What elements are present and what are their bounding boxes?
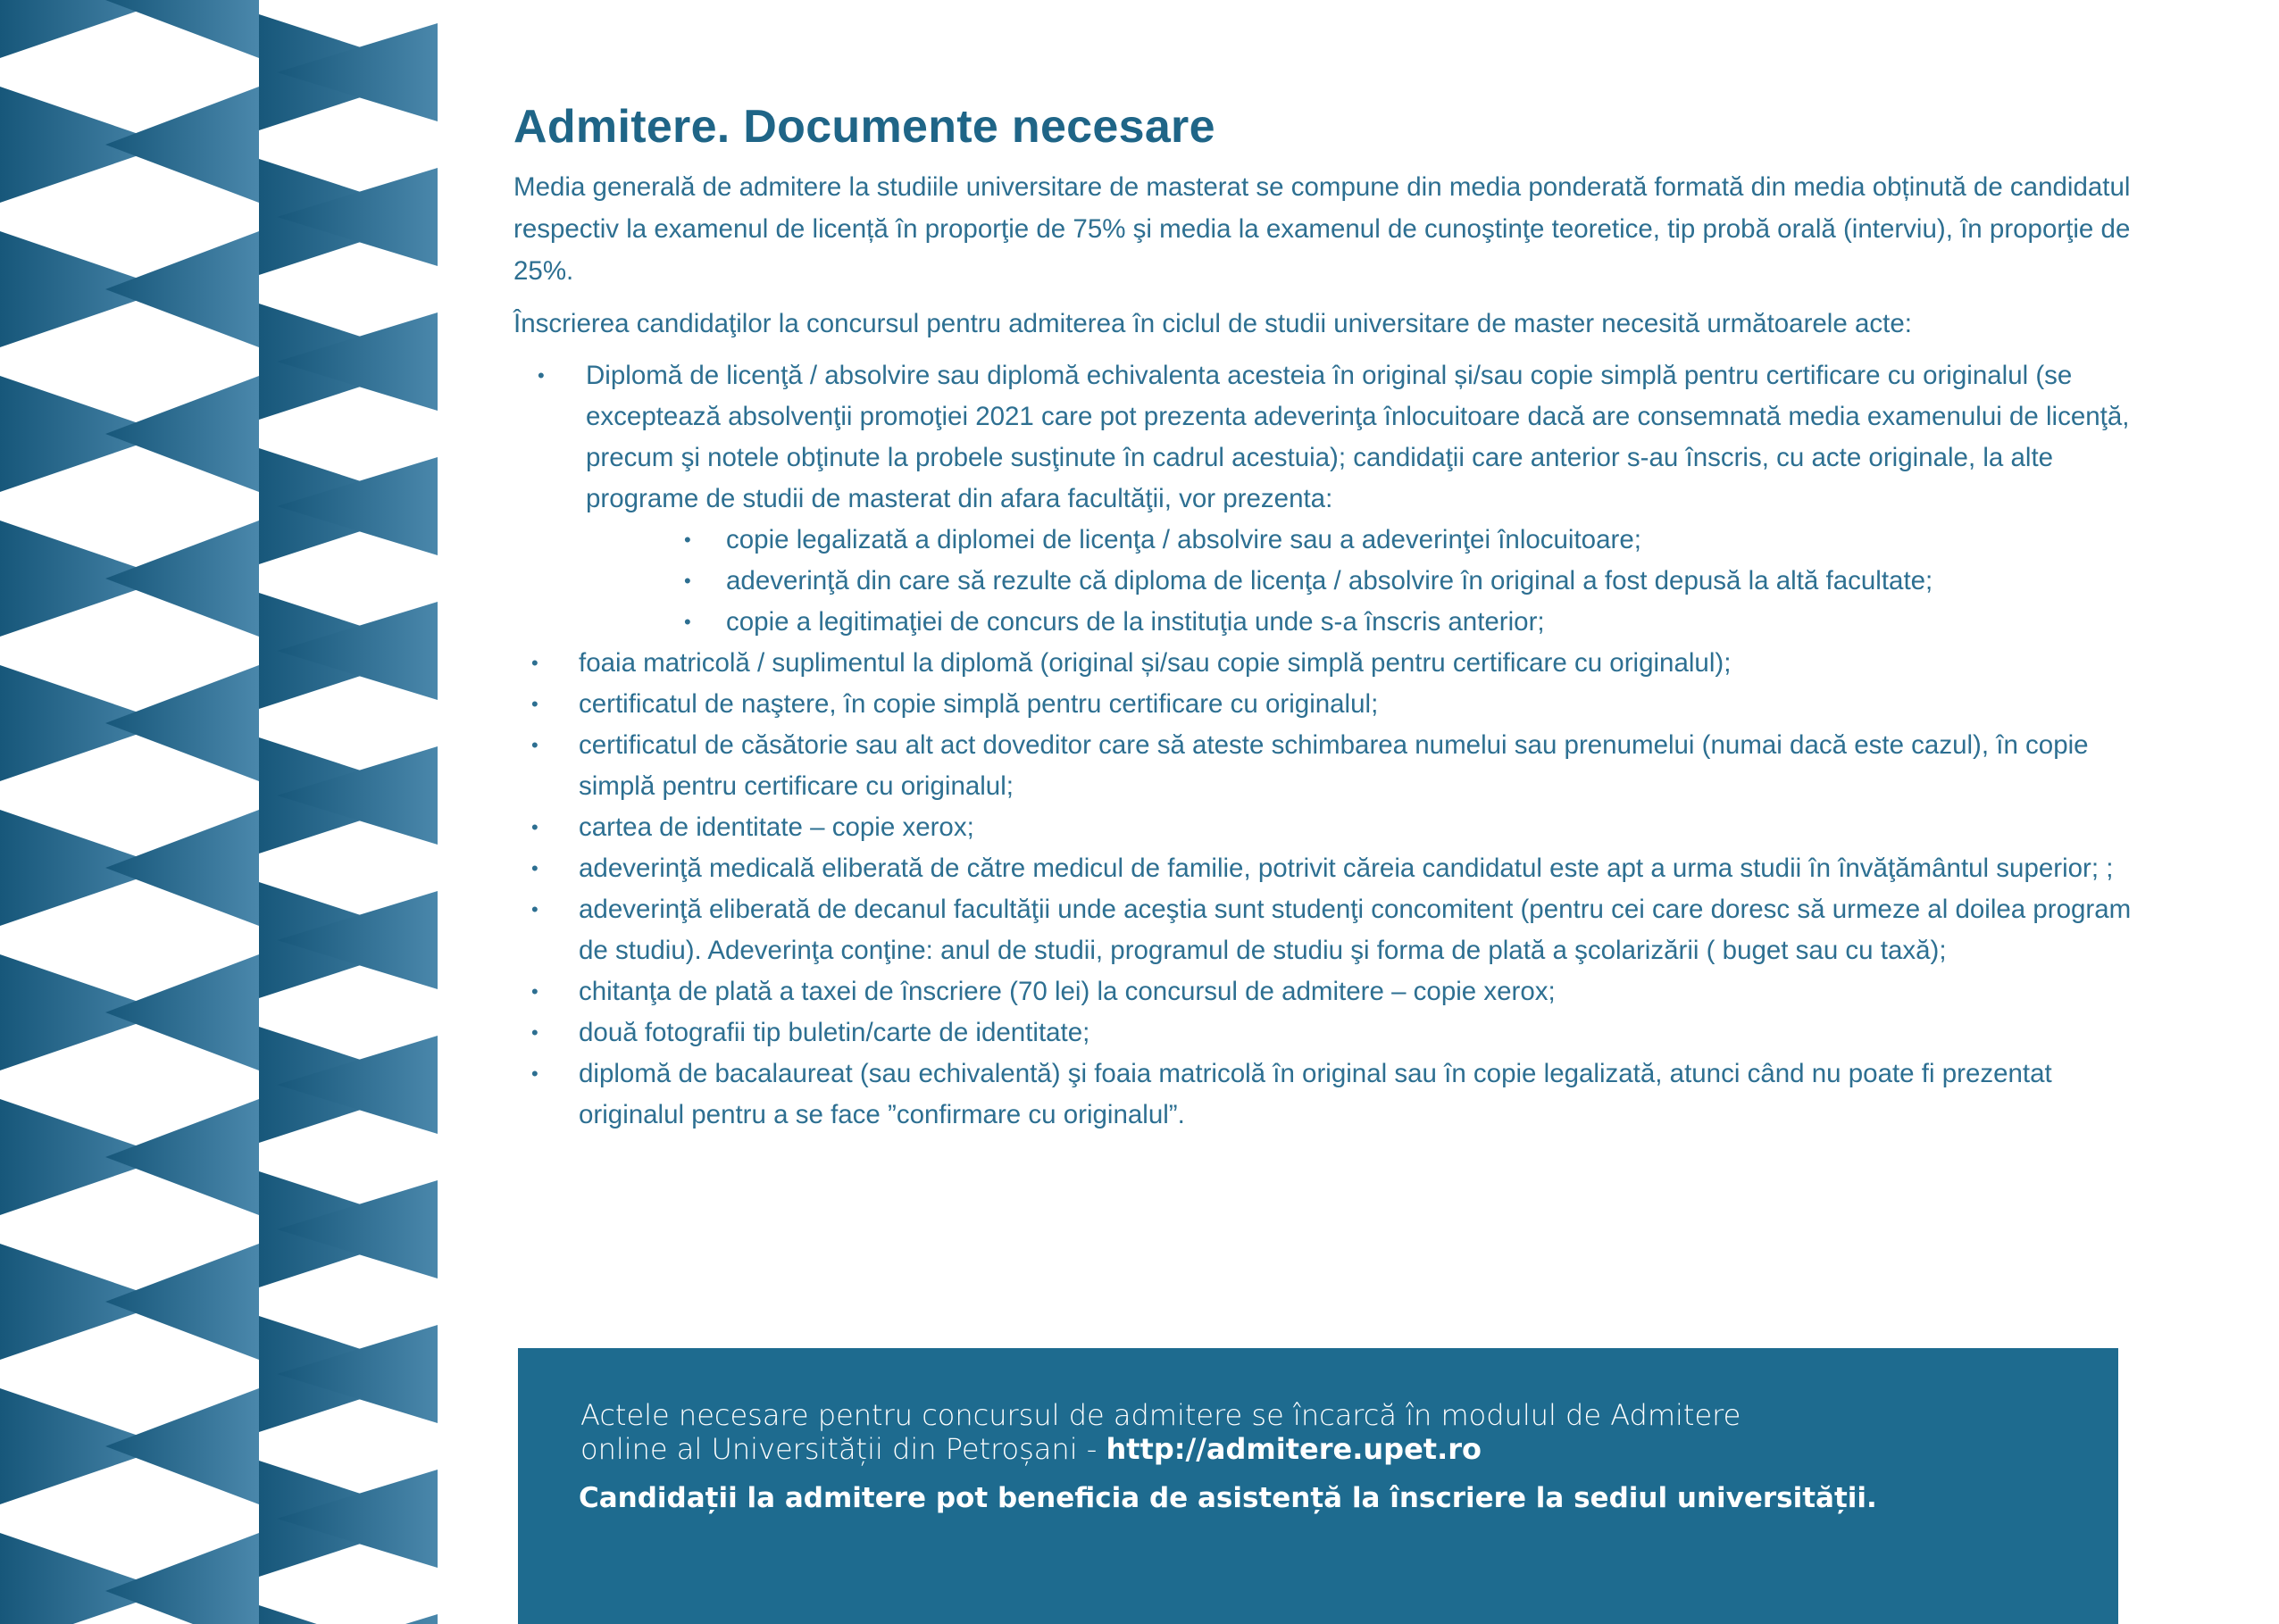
- list-item: [513, 355, 2134, 643]
- list-item: • foaia matricolă / suplimentul la diplomă (original și/sau copie simplă pentru certificare cu originalul);: [513, 643, 2134, 684]
- requirements-intro: Înscrierea candidaţilor la concursul pentru admiterea în ciclul de studii universitare de master necesită următoarele acte:: [513, 309, 1912, 338]
- pattern-triangle: [259, 1605, 438, 1624]
- intro-paragraph: Media generală de admitere la studiile universitare de masterat se compune din media ponderată formată din media obținută de candidatul respectiv la examenul de licență în proporţie de 75% şi media la examenul de cunoştinţe teoretice, tip probă orală (interviu), în proporţie de 25%.: [513, 172, 2131, 286]
- banner-assistance-note: Candidații la admitere pot beneficia de asistență la înscriere la sediul universității.: [579, 1482, 1877, 1514]
- sub-list-item: • adeverinţă din care să rezulte că diploma de licenţa / absolvire în original a fost depusă la altă facultate;: [586, 561, 2134, 602]
- banner-line-2-text: online al Universității din Petroșani -: [580, 1432, 1106, 1466]
- banner-line-2: [580, 1432, 1482, 1466]
- sub-list-item: • copie a legitimaţiei de concurs de la instituţia unde s-a înscris anterior;: [586, 602, 2134, 643]
- pattern-triangle: [105, 810, 259, 926]
- list-item: • certificatul de naştere, în copie simplă pentru certificare cu originalul;: [513, 684, 2134, 725]
- admission-link[interactable]: http://admitere.upet.ro: [1106, 1432, 1482, 1466]
- pattern-triangle: [105, 87, 259, 203]
- pattern-triangle: [105, 1388, 259, 1504]
- document-body: [513, 100, 2134, 1136]
- list-item: • cartea de identitate – copie xerox;: [513, 807, 2134, 848]
- page-title: Admitere. Documente necesare: [513, 101, 1215, 153]
- list-item: • adeverinţă eliberată de decanul facultăţii unde aceştia sunt studenţi concomitent (pentru cei care doresc să urmeze al doilea program de studiu). Adeverinţa conţine: anul de studii, programul de studiu şi forma de plată a şcolarizării ( buget sau cu taxă);: [513, 889, 2134, 971]
- pattern-triangle: [105, 231, 259, 347]
- info-banner: [518, 1348, 2118, 1624]
- list-item-text: Diplomă de licenţă / absolvire sau diplomă echivalenta acesteia în original și/sau copie simplă pentru certificare cu originalul (se exceptează absolvenţii promoţiei 2021 care pot prezenta adeverinţa înlocuitoare dacă are consemnată media examenului de licenţă, precum şi notele obţinute la probele susţinute în cadrul acestuia); candidaţii care anterior s-au înscris, cu acte originale, la alte programe de studii de masterat din afara facultăţii, vor prezenta:: [586, 361, 2130, 513]
- decorative-triangle-pattern: [0, 0, 438, 1624]
- sub-list-item: • copie legalizată a diplomei de licenţa / absolvire sau a adeverinţei înlocuitoare;: [586, 520, 2134, 561]
- pattern-triangle: [105, 521, 259, 637]
- list-item: • chitanţa de plată a taxei de înscriere (70 lei) la concursul de admitere – copie xerox;: [513, 971, 2134, 1012]
- documents-list: [513, 355, 2134, 1136]
- pattern-triangle: [105, 665, 259, 781]
- sub-list: [586, 520, 2134, 643]
- list-item: • adeverinţă medicală eliberată de către medicul de familie, potrivit căreia candidatul este apt a urma studii în învăţământul superior; ;: [513, 848, 2134, 889]
- pattern-triangle: [105, 1099, 259, 1215]
- list-item: • certificatul de căsătorie sau alt act doveditor care să ateste schimbarea numelui sau prenumelui (numai dacă este cazul), în copie simplă pentru certificare cu originalul;: [513, 725, 2134, 807]
- pattern-triangle: [105, 376, 259, 492]
- list-item: • două fotografii tip buletin/carte de identitate;: [513, 1012, 2134, 1054]
- pattern-triangle: [105, 0, 259, 58]
- pattern-triangle: [105, 1244, 259, 1360]
- list-item: • diplomă de bacalaureat (sau echivalentă) şi foaia matricolă în original sau în copie legalizată, atunci când nu poate fi prezentat originalul pentru a se face ”confirmare cu originalul”.: [513, 1054, 2134, 1136]
- pattern-triangle: [105, 954, 259, 1070]
- banner-line-1: Actele necesare pentru concursul de admitere se încarcă în modulul de Admitere: [580, 1398, 1741, 1432]
